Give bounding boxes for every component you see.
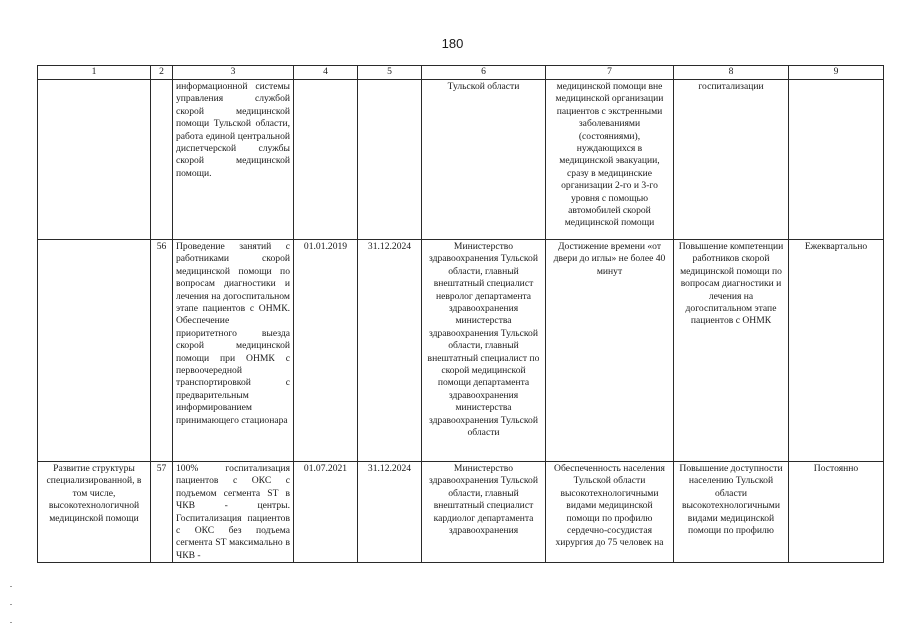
effect-cell — [674, 462, 789, 563]
effect-text: Повышение доступности населению Тульской области высокотехнологичными видами медицинской помощи по профилю — [679, 463, 783, 537]
number-cell — [151, 80, 173, 240]
effect-cell: госпитализации — [674, 80, 789, 240]
column-header: 5 — [358, 66, 422, 80]
column-header: 4 — [294, 66, 358, 80]
activity-cell: информационной системы управления службой скорой медицинской помощи Тульской области, работа единой центральной диспетчерской службы скорой медицинской помощи. — [173, 80, 294, 240]
start-date-cell — [294, 462, 358, 563]
end-date-cell — [358, 462, 422, 563]
control-text: Постоянно — [813, 463, 859, 474]
control-cell — [789, 80, 884, 240]
effect-cell: Повышение компетенции работников скорой медицинской помощи по вопросам диагностики и лечения на догоспитальном этапе пациентов с ОНМК — [674, 240, 789, 462]
control-cell — [789, 462, 884, 563]
column-header: 3 — [173, 66, 294, 80]
scan-speck — [10, 622, 12, 623]
scan-speck — [10, 586, 12, 587]
control-cell: Ежеквартально — [789, 240, 884, 462]
start-date-cell — [294, 80, 358, 240]
number-text: 57 — [156, 463, 167, 474]
column-header: 7 — [546, 66, 674, 80]
column-header: 9 — [789, 66, 884, 80]
direction-text: Развитие структуры специализированной, в том числе, высокотехнологичной медицинской помощи — [46, 463, 142, 524]
column-header: 8 — [674, 66, 789, 80]
direction-cell — [38, 462, 151, 563]
table-row — [38, 240, 884, 462]
executor-cell: Министерство здравоохранения Тульской области, главный внештатный специалист невролог департамента здравоохранения министерства здравоохранения Тульской области, главный внештатный специалист по скорой медицинской помощи департамента здравоохранения министерства здравоохранения Тульской области — [422, 240, 546, 462]
activity-cell — [173, 462, 294, 563]
executor-cell — [422, 462, 546, 563]
table-row — [38, 80, 884, 240]
measures-table — [37, 65, 884, 563]
result-cell — [546, 462, 674, 563]
column-header: 2 — [151, 66, 173, 80]
executor-text: Министерство здравоохранения Тульской области, главный внештатный специалист кардиолог департамента здравоохранения — [429, 463, 538, 537]
column-header: 1 — [38, 66, 151, 80]
table-row — [38, 462, 884, 563]
number-cell: 56 — [151, 240, 173, 462]
direction-cell — [38, 240, 151, 462]
direction-cell — [38, 80, 151, 240]
scan-speck — [10, 604, 12, 605]
end-date-cell — [358, 80, 422, 240]
executor-cell: Тульской области — [422, 80, 546, 240]
header-row — [38, 66, 884, 80]
result-cell: Достижение времени «от двери до иглы» не более 40 минут — [546, 240, 674, 462]
activity-text: 100% госпитализация пациентов с ОКС с подъемом сегмента ST в ЧКВ - центры. Госпитализация пациентов с ОКС без подъема сегмента ST максимально в ЧКВ - — [176, 463, 290, 561]
result-cell: медицинской помощи вне медицинской организации пациентов с экстренными заболеваниями (состояниями), нуждающихся в медицинской эвакуации, сразу в медицинские организации 2-го и 3-го уровня с помощью автомобилей скорой медицинской помощи — [546, 80, 674, 240]
column-header: 6 — [422, 66, 546, 80]
result-text: Обеспеченность населения Тульской области высокотехнологичными видами медицинской помощи по профилю сердечно-сосудистая хирургия до 75 человек на — [554, 463, 665, 549]
activity-cell: Проведение занятий с работниками скорой медицинской помощи по вопросам диагностики и лечения на догоспитальном этапе пациентов с ОНМК. Обеспечение приоритетного выезда скорой медицинской помощи при ОНМК с первоочередной транспортировкой с предварительным информированием принимающего стационара — [173, 240, 294, 462]
number-cell — [151, 462, 173, 563]
end-date-cell: 31.12.2024 — [358, 240, 422, 462]
start-date-cell: 01.01.2019 — [294, 240, 358, 462]
start-date-text: 01.07.2021 — [303, 463, 348, 474]
page-number: 180 — [441, 36, 464, 51]
end-date-text: 31.12.2024 — [367, 463, 412, 474]
